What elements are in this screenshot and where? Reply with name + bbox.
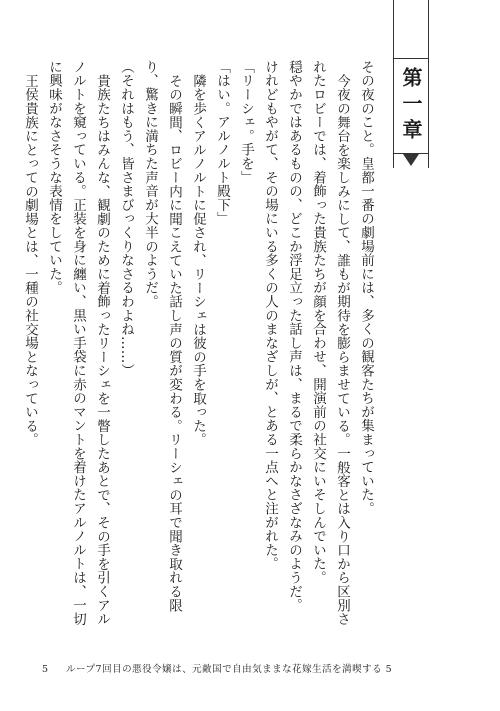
paragraph: その夜のこと。皇都一番の劇場前には、多くの観客たちが集まっていた。 xyxy=(358,60,374,516)
body-text xyxy=(22,60,378,630)
running-title: ループ7回目の悪役令嬢は、元敵国で自由気ままな花嫁生活を満喫する 5 xyxy=(66,664,393,675)
dialogue-line: 「リーシェ。手を」 xyxy=(238,60,254,185)
paragraph: 隣を歩くアルノルトに促され、リーシェは彼の手を取った。 xyxy=(190,73,206,447)
page-number: 5 xyxy=(42,664,49,675)
page-footer xyxy=(0,660,500,680)
paragraph: 今夜の舞台を楽しみにして、誰もが期待を膨らませている。一般客とは入り口から区別されたロビーでは、着飾った貴族たちが顔を合わせ、開演前の社交にいそしんでいた。 xyxy=(310,60,350,626)
paragraph: 王侯貴族にとっての劇場とは、一種の社交場となっている。 xyxy=(22,73,38,447)
paragraph: けれどもやがて、その場にいる多くの人のまなざしが、とある一点へと注がれた。 xyxy=(262,60,278,571)
dialogue-line: 「はい。アルノルト殿下」 xyxy=(214,60,230,226)
inner-thought: （それはもう、皆さまびっくりなさるわよね……） xyxy=(118,60,134,378)
chapter-arrow-icon xyxy=(403,154,419,166)
chapter-heading xyxy=(393,0,429,168)
paragraph: 穏やかではあるものの、どこか浮足立った話し声は、まるで柔らかなさざなみのようだ。 xyxy=(286,60,302,612)
paragraph: 貴族たちはみんな、観劇のために着飾ったリーシェを一瞥したあとで、その手を引くアルノルトを窺っている。正装を身に纏い、黒い手袋に赤のマントを着けたアルノルトは、一切に興味がなさそうな表情をしていた。 xyxy=(46,60,110,626)
chapter-title-box xyxy=(393,58,429,154)
paragraph: その瞬間、ロビー内に聞こえていた話し声の質が変わる。リーシェの耳で聞き取れる限り、驚きに満ちた声音が大半のようだ。 xyxy=(142,60,182,612)
chapter-title: 第一章 xyxy=(399,67,423,145)
